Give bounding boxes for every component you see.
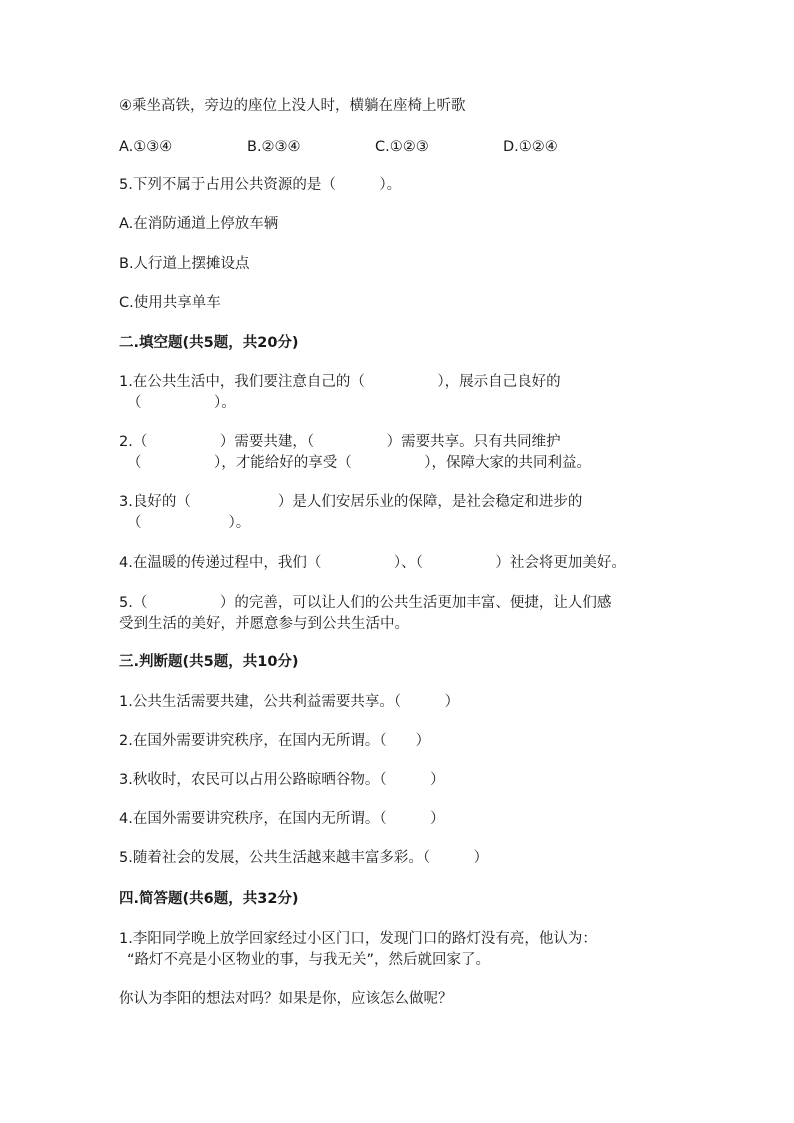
- section-3-heading: 三.判断题(共5题，共10分): [119, 654, 299, 670]
- fill-q5-line2: 受到生活的美好，并愿意参与到公共生活中。: [119, 616, 409, 632]
- fill-q2-line1: 2.（ ）需要共建，（ ）需要共享。只有共同维护: [119, 434, 561, 450]
- q5-stem: 5.下列不属于占用公共资源的是（ ）。: [119, 177, 402, 193]
- judge-q5: 5.随着社会的发展，公共生活越来越丰富多彩。（ ）: [119, 850, 489, 866]
- q4-option-4: ④乘坐高铁，旁边的座位上没人时，横躺在座椅上听歌: [119, 98, 466, 114]
- section-4-heading: 四.简答题(共6题，共32分): [119, 891, 299, 907]
- q5-option-c: C.使用共享单车: [119, 295, 221, 311]
- fill-q1-line2: （ ）。: [127, 395, 236, 411]
- fill-q5-line1: 5.（ ）的完善，可以让人们的公共生活更加丰富、便捷，让人们感: [119, 595, 612, 611]
- q4-choice-d: D.①②④: [503, 139, 558, 155]
- judge-q2: 2.在国外需要讲究秩序，在国内无所谓。（ ）: [119, 733, 431, 749]
- fill-q2-line2: （ ），才能给好的享受（ ），保障大家的共同利益。: [127, 455, 591, 471]
- q4-choice-c: C.①②③: [375, 139, 429, 155]
- fill-q1-line1: 1.在公共生活中，我们要注意自己的（ ），展示自己良好的: [119, 374, 561, 390]
- fill-q3-line2: （ ）。: [127, 515, 251, 531]
- q4-choice-a: A.①③④: [119, 139, 173, 155]
- q5-option-b: B.人行道上摆摊设点: [119, 256, 250, 272]
- q4-choice-b: B.②③④: [247, 139, 301, 155]
- q5-option-a: A.在消防通道上停放车辆: [119, 216, 279, 232]
- short-answer-q1-line1: 1.李阳同学晚上放学回家经过小区门口，发现门口的路灯没有亮，他认为：: [119, 931, 597, 947]
- section-2-heading: 二.填空题(共5题，共20分): [119, 335, 299, 351]
- fill-q4: 4.在温暖的传递过程中，我们（ ）、（ ）社会将更加美好。: [119, 555, 626, 571]
- judge-q3: 3.秋收时，农民可以占用公路晾晒谷物。（ ）: [119, 772, 445, 788]
- judge-q4: 4.在国外需要讲究秩序，在国内无所谓。（ ）: [119, 811, 445, 827]
- short-answer-q1-line2: “路灯不亮是小区物业的事，与我无关”，然后就回家了。: [127, 952, 491, 968]
- short-answer-q1-question: 你认为李阳的想法对吗？如果是你，应该怎么做呢？: [119, 991, 453, 1007]
- judge-q1: 1.公共生活需要共建，公共利益需要共享。（ ）: [119, 694, 460, 710]
- fill-q3-line1: 3.良好的（ ）是人们安居乐业的保障，是社会稳定和进步的: [119, 494, 583, 510]
